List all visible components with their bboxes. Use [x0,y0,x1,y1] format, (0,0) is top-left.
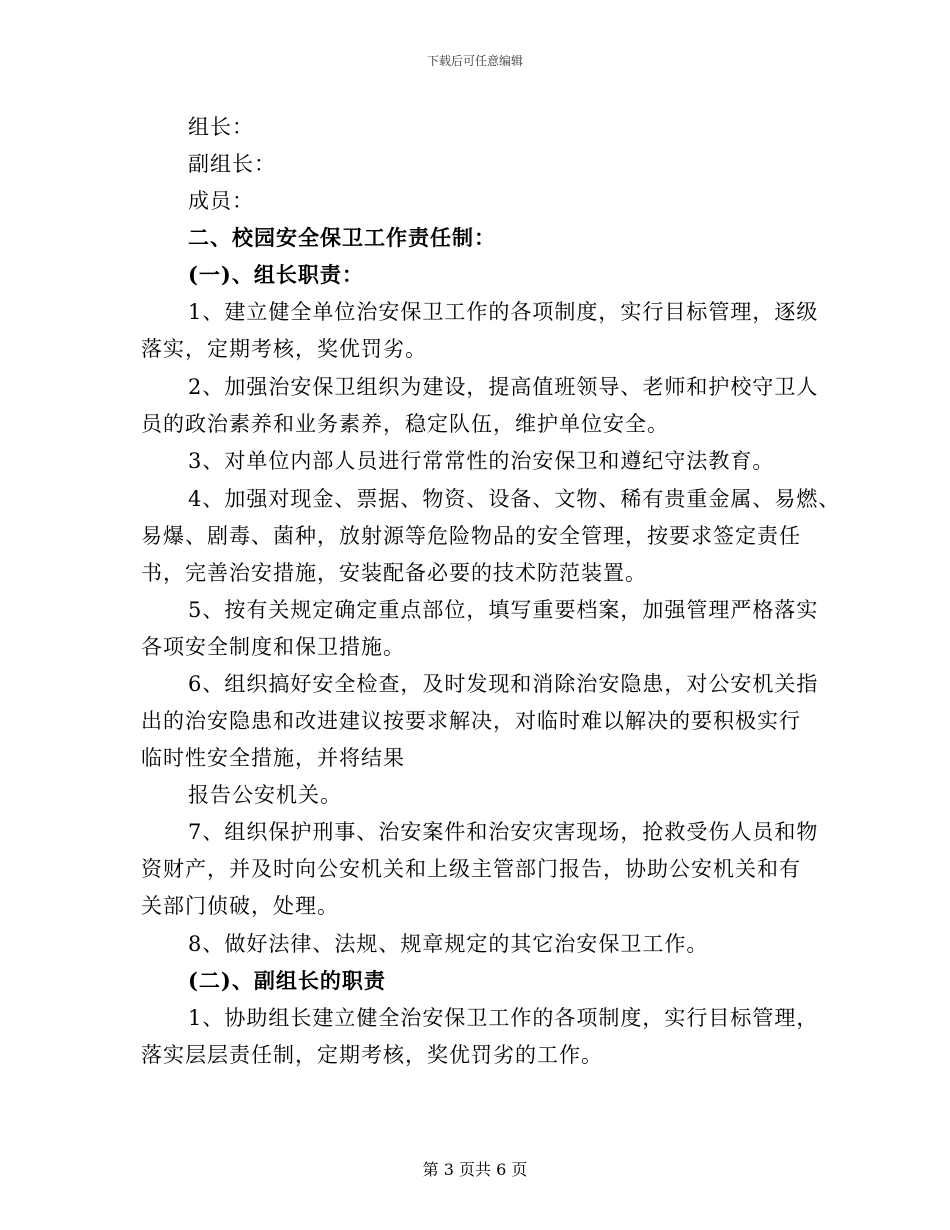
deputy-leader-label: 副组长： [188,152,276,176]
paragraph-line: 1、协助组长建立健全治安保卫工作的各项制度，实行目标管理， [188,1006,819,1030]
paragraph-line: 4、加强对现金、票据、物资、设备、文物、稀有贵重金属、易燃、 [188,487,841,511]
paragraph-line: 资财产，并及时向公安机关和上级主管部门报告，协助公安机关和有 [141,857,801,881]
subsection-heading-leader: (一)、组长职责： [188,262,364,287]
paragraph-line: 6、组织搞好安全检查，及时发现和消除治安隐患，对公安机关指 [188,672,819,696]
page-number: 第 3 页共 6 页 [422,1160,528,1179]
paragraph-line: 落实，定期考核，奖优罚劣。 [141,337,427,361]
paragraph-line: 3、对单位内部人员进行常常性的治安保卫和遵纪守法教育。 [188,449,775,473]
section-heading: 二、校园安全保卫工作责任制： [188,225,496,250]
paragraph-line: 报告公安机关。 [188,783,342,807]
paragraph-line: 7、组织保护刑事、治安案件和治安灾害现场，抢救受伤人员和物 [188,820,819,844]
paragraph-line: 员的政治素养和业务素养，稳定队伍，维护单位安全。 [141,412,669,436]
paragraph-line: 书，完善治安措施，安装配备必要的技术防范装置。 [141,561,647,585]
paragraph-line: 落实层层责任制，定期考核，奖优罚劣的工作。 [141,1043,603,1067]
paragraph-line: 易爆、剧毒、菌种，放射源等危险物品的安全管理，按要求签定责任 [141,524,801,548]
paragraph-line: 各项安全制度和保卫措施。 [141,635,405,659]
members-label: 成员： [188,189,254,213]
paragraph-line: 2、加强治安保卫组织为建设，提高值班领导、老师和护校守卫人 [188,375,819,399]
paragraph-line: 临时性安全措施，并将结果 [141,746,405,770]
paragraph-line: 5、按有关规定确定重点部位，填写重要档案，加强管理严格落实 [188,598,819,622]
paragraph-line: 出的治安隐患和改进建议按要求解决，对临时难以解决的要积极实行 [141,709,801,733]
paragraph-line: 8、做好法律、法规、规章规定的其它治安保卫工作。 [188,932,709,956]
paragraph-line: 1、建立健全单位治安保卫工作的各项制度，实行目标管理，逐级 [188,300,819,324]
team-leader-label: 组长： [188,115,254,139]
subsection-heading-deputy: (二)、副组长的职责 [188,968,386,993]
page-header: 下载后可任意编辑 [426,54,523,68]
paragraph-line: 关部门侦破，处理。 [141,894,339,918]
